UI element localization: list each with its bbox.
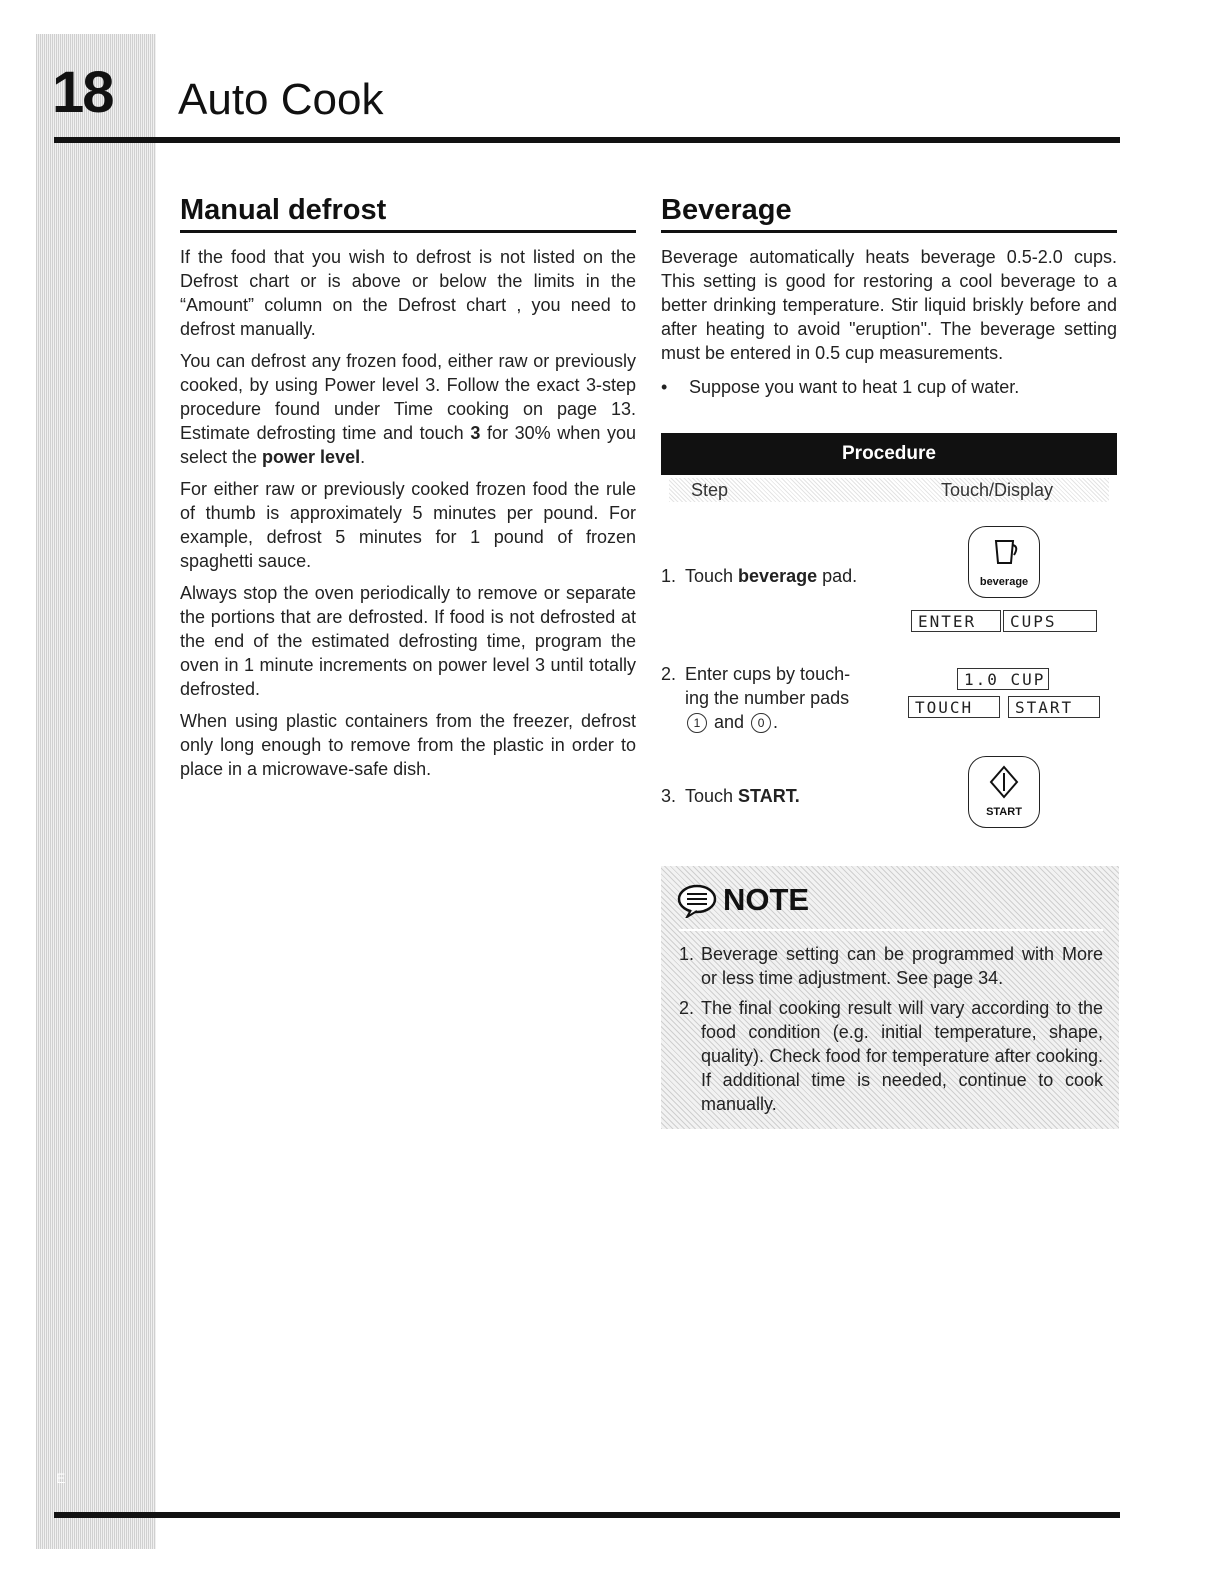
paragraph: Always stop the oven periodically to remove or separate the portions that are defrosted. If food is not defrosted at the end of the estimated defrosting time, program the oven in 1 minute increments on power level 3 until totally defrosted. <box>180 583 636 699</box>
bold-text: beverage <box>738 566 818 586</box>
step-line: ing the number pads <box>685 688 850 708</box>
note-item-text: The final cooking result will vary according to the food condition (e.g. initial temperature, shape, quality). Check food for temperature after cooking. If additional time is needed, continue to cook manually. <box>701 998 1103 1114</box>
number-pad-0: 0 <box>751 713 771 733</box>
step-line <box>661 710 901 734</box>
note-item <box>679 996 1103 1116</box>
text-run: . <box>360 447 366 467</box>
display-touch: TOUCH <box>908 696 1000 718</box>
note-item <box>679 942 1103 990</box>
bold-text: power level <box>262 447 361 467</box>
note-title: NOTE <box>723 882 810 917</box>
paragraph <box>180 349 636 469</box>
paragraph: Beverage automatically heats beverage 0.5-2.0 cups. This setting is good for restoring a cool beverage to a better drinking temperature. Stir liquid briskly before and after heating to avoid "eruption". The beverage setting must be entered in 0.5 cup measurements. <box>661 247 1117 363</box>
text-run: . <box>773 712 779 732</box>
step-number: 2. <box>661 664 677 684</box>
note-icon <box>677 884 717 918</box>
procedure-step-1 <box>661 564 901 588</box>
bottom-divider <box>54 1512 1120 1518</box>
bold-text: 3 <box>470 423 481 443</box>
step-number: 3. <box>661 786 677 806</box>
display-start: START <box>1008 696 1100 718</box>
text-run: and <box>709 712 750 732</box>
display-cup-value: 1.0 CUP <box>957 668 1049 690</box>
bold-text: START. <box>738 786 800 806</box>
language-mark: E <box>56 1470 66 1486</box>
procedure-column-headers <box>669 478 1109 502</box>
bullet-icon: • <box>661 377 668 397</box>
text-run: You can defrost any frozen food, either raw or previously cooked, by using Power level 3. Follow the exact 3-step procedure found under Time cooking on page 13. Estimate defrosting time and touch <box>180 351 636 443</box>
note-item-number: 2. <box>679 998 695 1018</box>
step-number: 1. <box>661 566 677 586</box>
note-item-number: 1. <box>679 944 695 964</box>
beverage-pad-label: beverage <box>979 576 1029 588</box>
section-divider <box>180 230 636 233</box>
section-divider <box>661 230 1117 233</box>
procedure-header: Procedure <box>661 433 1117 475</box>
note-box <box>661 866 1119 1129</box>
column-step-label: Step <box>691 480 729 500</box>
text-run: Enter cups by touch- <box>685 664 851 684</box>
cup-icon <box>969 527 1039 577</box>
note-divider <box>679 929 1103 931</box>
beverage-section <box>661 192 1117 399</box>
column-touch-label: Touch/Display <box>941 480 1054 500</box>
display-enter: ENTER <box>911 610 1001 632</box>
display-cups: CUPS <box>1003 610 1097 632</box>
beverage-pad[interactable] <box>968 526 1040 598</box>
text-run: for 30% when you select the <box>180 423 636 467</box>
manual-defrost-section <box>180 192 636 789</box>
page-title: Auto Cook <box>178 75 384 124</box>
beverage-title: Beverage <box>661 194 792 226</box>
step-line <box>661 662 901 686</box>
paragraph: When using plastic containers from the freezer, defrost only long enough to remove from the plastic in order to place in a microwave-safe dish. <box>180 711 636 779</box>
text-run: Touch <box>685 566 739 586</box>
paragraph: If the food that you wish to defrost is not listed on the Defrost chart or is above or below the limits in the “Amount” column on the Defrost chart , you need to defrost manually. <box>180 247 636 339</box>
start-pad-label: START <box>986 806 1022 818</box>
page-number: 18 <box>52 60 113 125</box>
diamond-icon <box>969 757 1039 807</box>
paragraph: For either raw or previously cooked frozen food the rule of thumb is approximately 5 minutes per pound. For example, defrost 5 minutes for 1 pound of frozen spaghetti sauce. <box>180 479 636 571</box>
number-pad-1: 1 <box>687 713 707 733</box>
manual-defrost-title: Manual defrost <box>180 194 387 226</box>
start-pad[interactable] <box>968 756 1040 828</box>
note-list <box>679 942 1103 1122</box>
bullet-text: Suppose you want to heat 1 cup of water. <box>689 377 1020 397</box>
side-strip <box>36 34 156 1549</box>
bullet-item <box>661 375 1117 399</box>
top-divider <box>54 137 1120 143</box>
text-run: pad. <box>817 566 858 586</box>
text-run: Touch <box>685 786 739 806</box>
procedure-step-2 <box>661 662 901 734</box>
note-item-text: Beverage setting can be programmed with More or less time adjustment. See page 34. <box>701 944 1103 988</box>
procedure-step-3 <box>661 784 901 808</box>
